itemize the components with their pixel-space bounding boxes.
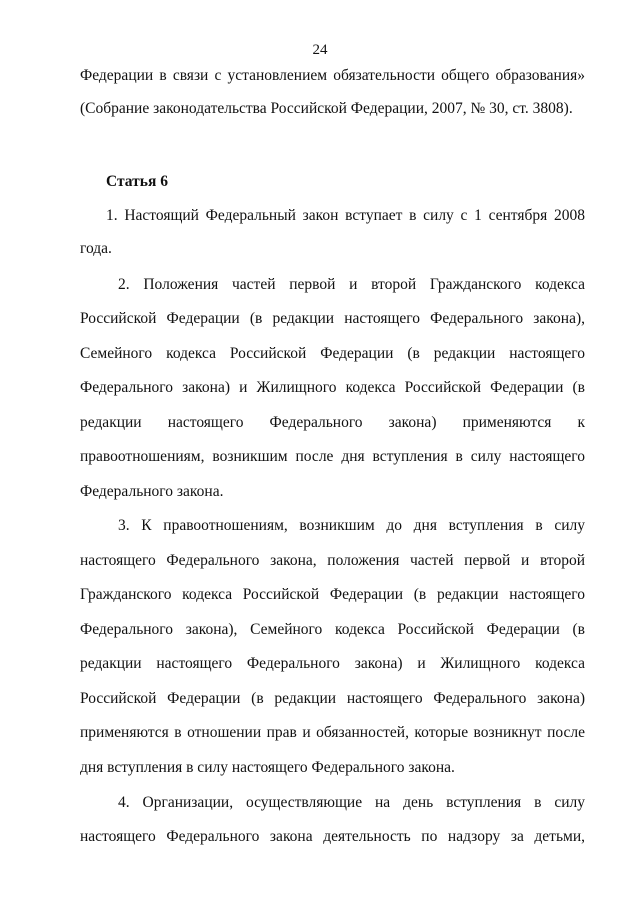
text-line: года.	[80, 240, 112, 257]
text-line: Федерации в связи с установлением обязательности общего образования»	[80, 67, 585, 84]
text-line: 1. Настоящий Федеральный закон вступает в силу с 1 сентября 2008	[106, 207, 585, 224]
article-heading: Статья 6	[106, 173, 168, 190]
text-line: редакции настоящего Федерального закона) применяются к	[80, 414, 585, 431]
text-line: Российской Федерации (в редакции настоящего Федерального закона)	[80, 690, 585, 707]
text-line: 4. Организации, осуществляющие на день вступления в силу	[118, 794, 585, 811]
text-line: настоящего Федерального закона деятельность по надзору за детьми,	[80, 828, 585, 845]
text-line: дня вступления в силу настоящего Федерального закона.	[80, 759, 455, 776]
text-line: Российской Федерации (в редакции настоящего Федерального закона),	[80, 310, 585, 327]
text-line: редакции настоящего Федерального закона) и Жилищного кодекса	[80, 655, 585, 672]
text-line: настоящего Федерального закона, положения частей первой и второй	[80, 552, 585, 569]
text-line: Федерального закона), Семейного кодекса Российской Федерации (в	[80, 621, 585, 638]
text-line: 3. К правоотношениям, возникшим до дня вступления в силу	[118, 517, 585, 534]
text-line: (Собрание законодательства Российской Федерации, 2007, № 30, ст. 3808).	[80, 100, 573, 117]
text-line: Федерального закона) и Жилищного кодекса Российской Федерации (в	[80, 379, 585, 396]
text-line: Семейного кодекса Российской Федерации (в редакции настоящего	[80, 345, 585, 362]
text-line: 2. Положения частей первой и второй Гражданского кодекса	[118, 276, 585, 293]
page-number: 24	[312, 42, 328, 58]
text-line: Федерального закона.	[80, 483, 224, 500]
text-line: применяются в отношении прав и обязанностей, которые возникнут после	[80, 724, 585, 741]
text-line: Гражданского кодекса Российской Федерации (в редакции настоящего	[80, 586, 585, 603]
text-line: правоотношениям, возникшим после дня вступления в силу настоящего	[80, 448, 585, 465]
